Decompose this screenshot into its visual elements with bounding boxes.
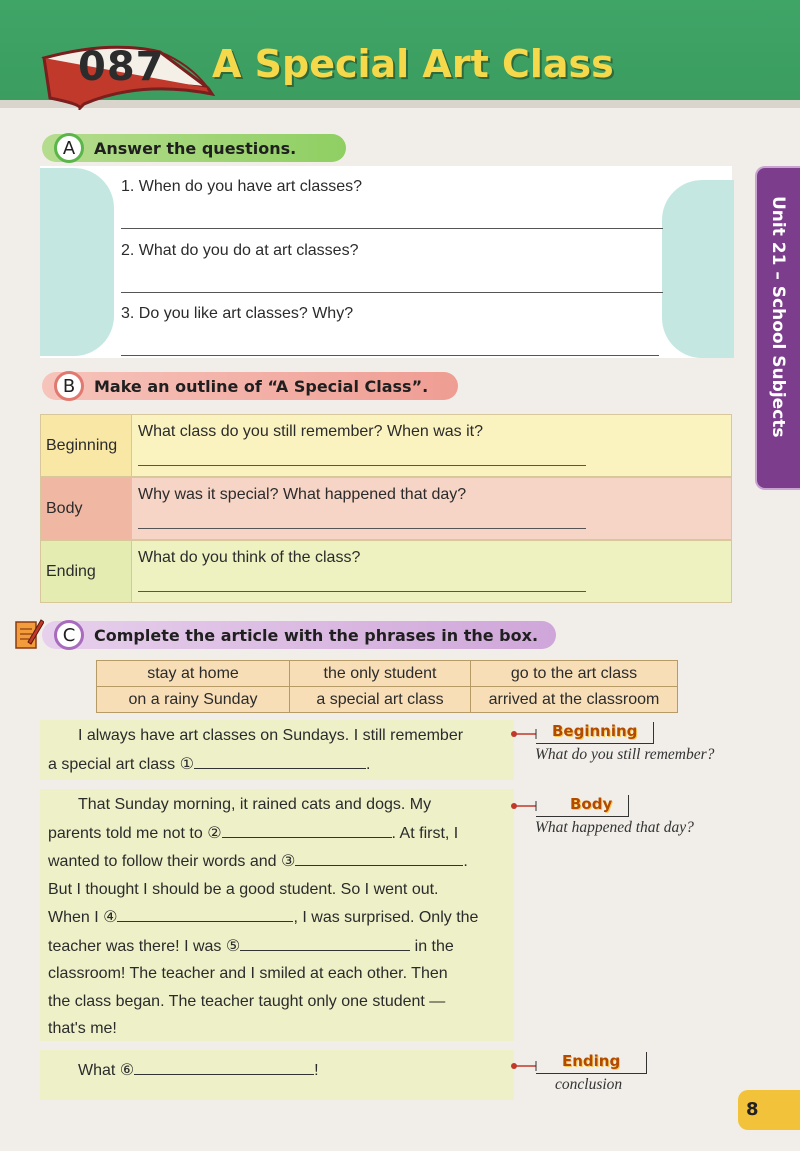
phrase-box bbox=[96, 660, 678, 713]
outline-label: Beginning bbox=[41, 415, 132, 476]
unit-side-tab-label: Unit 21 – School Subjects bbox=[768, 196, 788, 438]
blank-2[interactable] bbox=[222, 820, 392, 838]
outline-answer-line[interactable] bbox=[138, 591, 586, 592]
blank-1[interactable] bbox=[194, 751, 366, 769]
article-text: parents told me not to bbox=[48, 824, 208, 842]
arrow-icon bbox=[510, 729, 538, 739]
article-text: , I was surprised. Only the bbox=[293, 909, 479, 926]
article-text: But I thought I should be a good student. So I went out. bbox=[48, 880, 439, 898]
lesson-number: 087 bbox=[78, 44, 165, 90]
phrase-cell: stay at home bbox=[97, 661, 290, 687]
outline-row-ending bbox=[40, 540, 732, 603]
question-2: 2. What do you do at art classes? bbox=[121, 242, 359, 259]
tag-ending-note: conclusion bbox=[555, 1076, 623, 1093]
article-text: . bbox=[463, 853, 468, 870]
outline-label: Body bbox=[41, 478, 132, 539]
tag-body-note: What happened that day? bbox=[535, 819, 694, 836]
outline-answer-line[interactable] bbox=[138, 528, 586, 529]
article-beginning-paragraph bbox=[40, 720, 514, 780]
blank-number: ③ bbox=[281, 851, 296, 870]
article-ending-paragraph bbox=[40, 1050, 514, 1100]
outline-prompt: What class do you still remember? When was it? bbox=[138, 423, 484, 440]
outline-prompt: Why was it special? What happened that day? bbox=[138, 486, 467, 503]
page-number: 8 bbox=[746, 1099, 759, 1120]
tag-ending: Ending bbox=[536, 1052, 647, 1074]
article-text: the class began. The teacher taught only one student — bbox=[48, 992, 446, 1010]
question-3: 3. Do you like art classes? Why? bbox=[121, 305, 354, 322]
blank-number: ④ bbox=[103, 907, 118, 926]
tag-body: Body bbox=[536, 795, 629, 817]
blank-5[interactable] bbox=[240, 933, 410, 951]
section-a-banner bbox=[42, 134, 346, 162]
section-b-banner bbox=[42, 372, 458, 400]
article-text: a special art class bbox=[48, 755, 180, 773]
arrow-icon bbox=[510, 801, 538, 811]
section-a-letter: A bbox=[54, 133, 84, 163]
section-b-instruction: Make an outline of “A Special Class”. bbox=[94, 376, 429, 396]
outline-label: Ending bbox=[41, 541, 132, 602]
answer-line-3[interactable] bbox=[121, 355, 659, 356]
article-text: in the bbox=[410, 937, 454, 955]
outline-answer-line[interactable] bbox=[138, 465, 586, 466]
section-b-letter: B bbox=[54, 371, 84, 401]
article-text: I always have art classes on Sundays. I still remember bbox=[78, 727, 464, 744]
article-text: ! bbox=[314, 1062, 319, 1079]
article-text: classroom! The teacher and I smiled at each other. Then bbox=[48, 965, 448, 982]
article-text: That Sunday morning, it rained cats and dogs. My bbox=[78, 796, 432, 813]
blank-6[interactable] bbox=[134, 1057, 314, 1075]
blank-number: ① bbox=[179, 753, 194, 773]
outline-row-beginning bbox=[40, 414, 732, 477]
section-a-instruction: Answer the questions. bbox=[94, 138, 297, 158]
article-text: When I bbox=[48, 909, 104, 926]
section-c-instruction: Complete the article with the phrases in the box. bbox=[94, 625, 539, 645]
page-title: A Special Art Class bbox=[212, 42, 614, 86]
phrase-cell: the only student bbox=[290, 661, 471, 687]
section-c-letter: C bbox=[54, 620, 84, 650]
blank-number: ⑥ bbox=[119, 1060, 135, 1079]
wave-decoration-right bbox=[662, 180, 734, 358]
blank-number: ⑤ bbox=[225, 935, 241, 955]
question-1: 1. When do you have art classes? bbox=[121, 178, 363, 195]
arrow-icon bbox=[510, 1061, 538, 1071]
blank-4[interactable] bbox=[117, 904, 293, 922]
article-body-paragraph bbox=[40, 789, 514, 1041]
blank-3[interactable] bbox=[295, 848, 463, 866]
tag-beginning-note: What do you still remember? bbox=[535, 746, 715, 763]
outline-row-body bbox=[40, 477, 732, 540]
outline-prompt: What do you think of the class? bbox=[138, 549, 361, 566]
section-c-banner bbox=[42, 621, 556, 649]
phrase-cell: arrived at the classroom bbox=[471, 687, 678, 713]
article-text: What bbox=[78, 1062, 120, 1079]
answer-line-1[interactable] bbox=[121, 228, 663, 229]
article-text: that's me! bbox=[48, 1020, 117, 1037]
tag-beginning: Beginning bbox=[536, 722, 654, 744]
article-text: . bbox=[365, 755, 371, 773]
answer-line-2[interactable] bbox=[121, 292, 663, 293]
phrase-cell: on a rainy Sunday bbox=[97, 687, 290, 713]
phrase-cell: a special art class bbox=[290, 687, 471, 713]
phrase-cell: go to the art class bbox=[471, 661, 678, 687]
article-text: wanted to follow their words and bbox=[48, 853, 282, 870]
writing-pencil-icon bbox=[14, 616, 44, 650]
blank-number: ② bbox=[207, 822, 222, 842]
article-text: teacher was there! I was bbox=[48, 937, 226, 955]
wave-decoration-left bbox=[40, 168, 114, 356]
article-text: . At first, I bbox=[391, 824, 459, 842]
